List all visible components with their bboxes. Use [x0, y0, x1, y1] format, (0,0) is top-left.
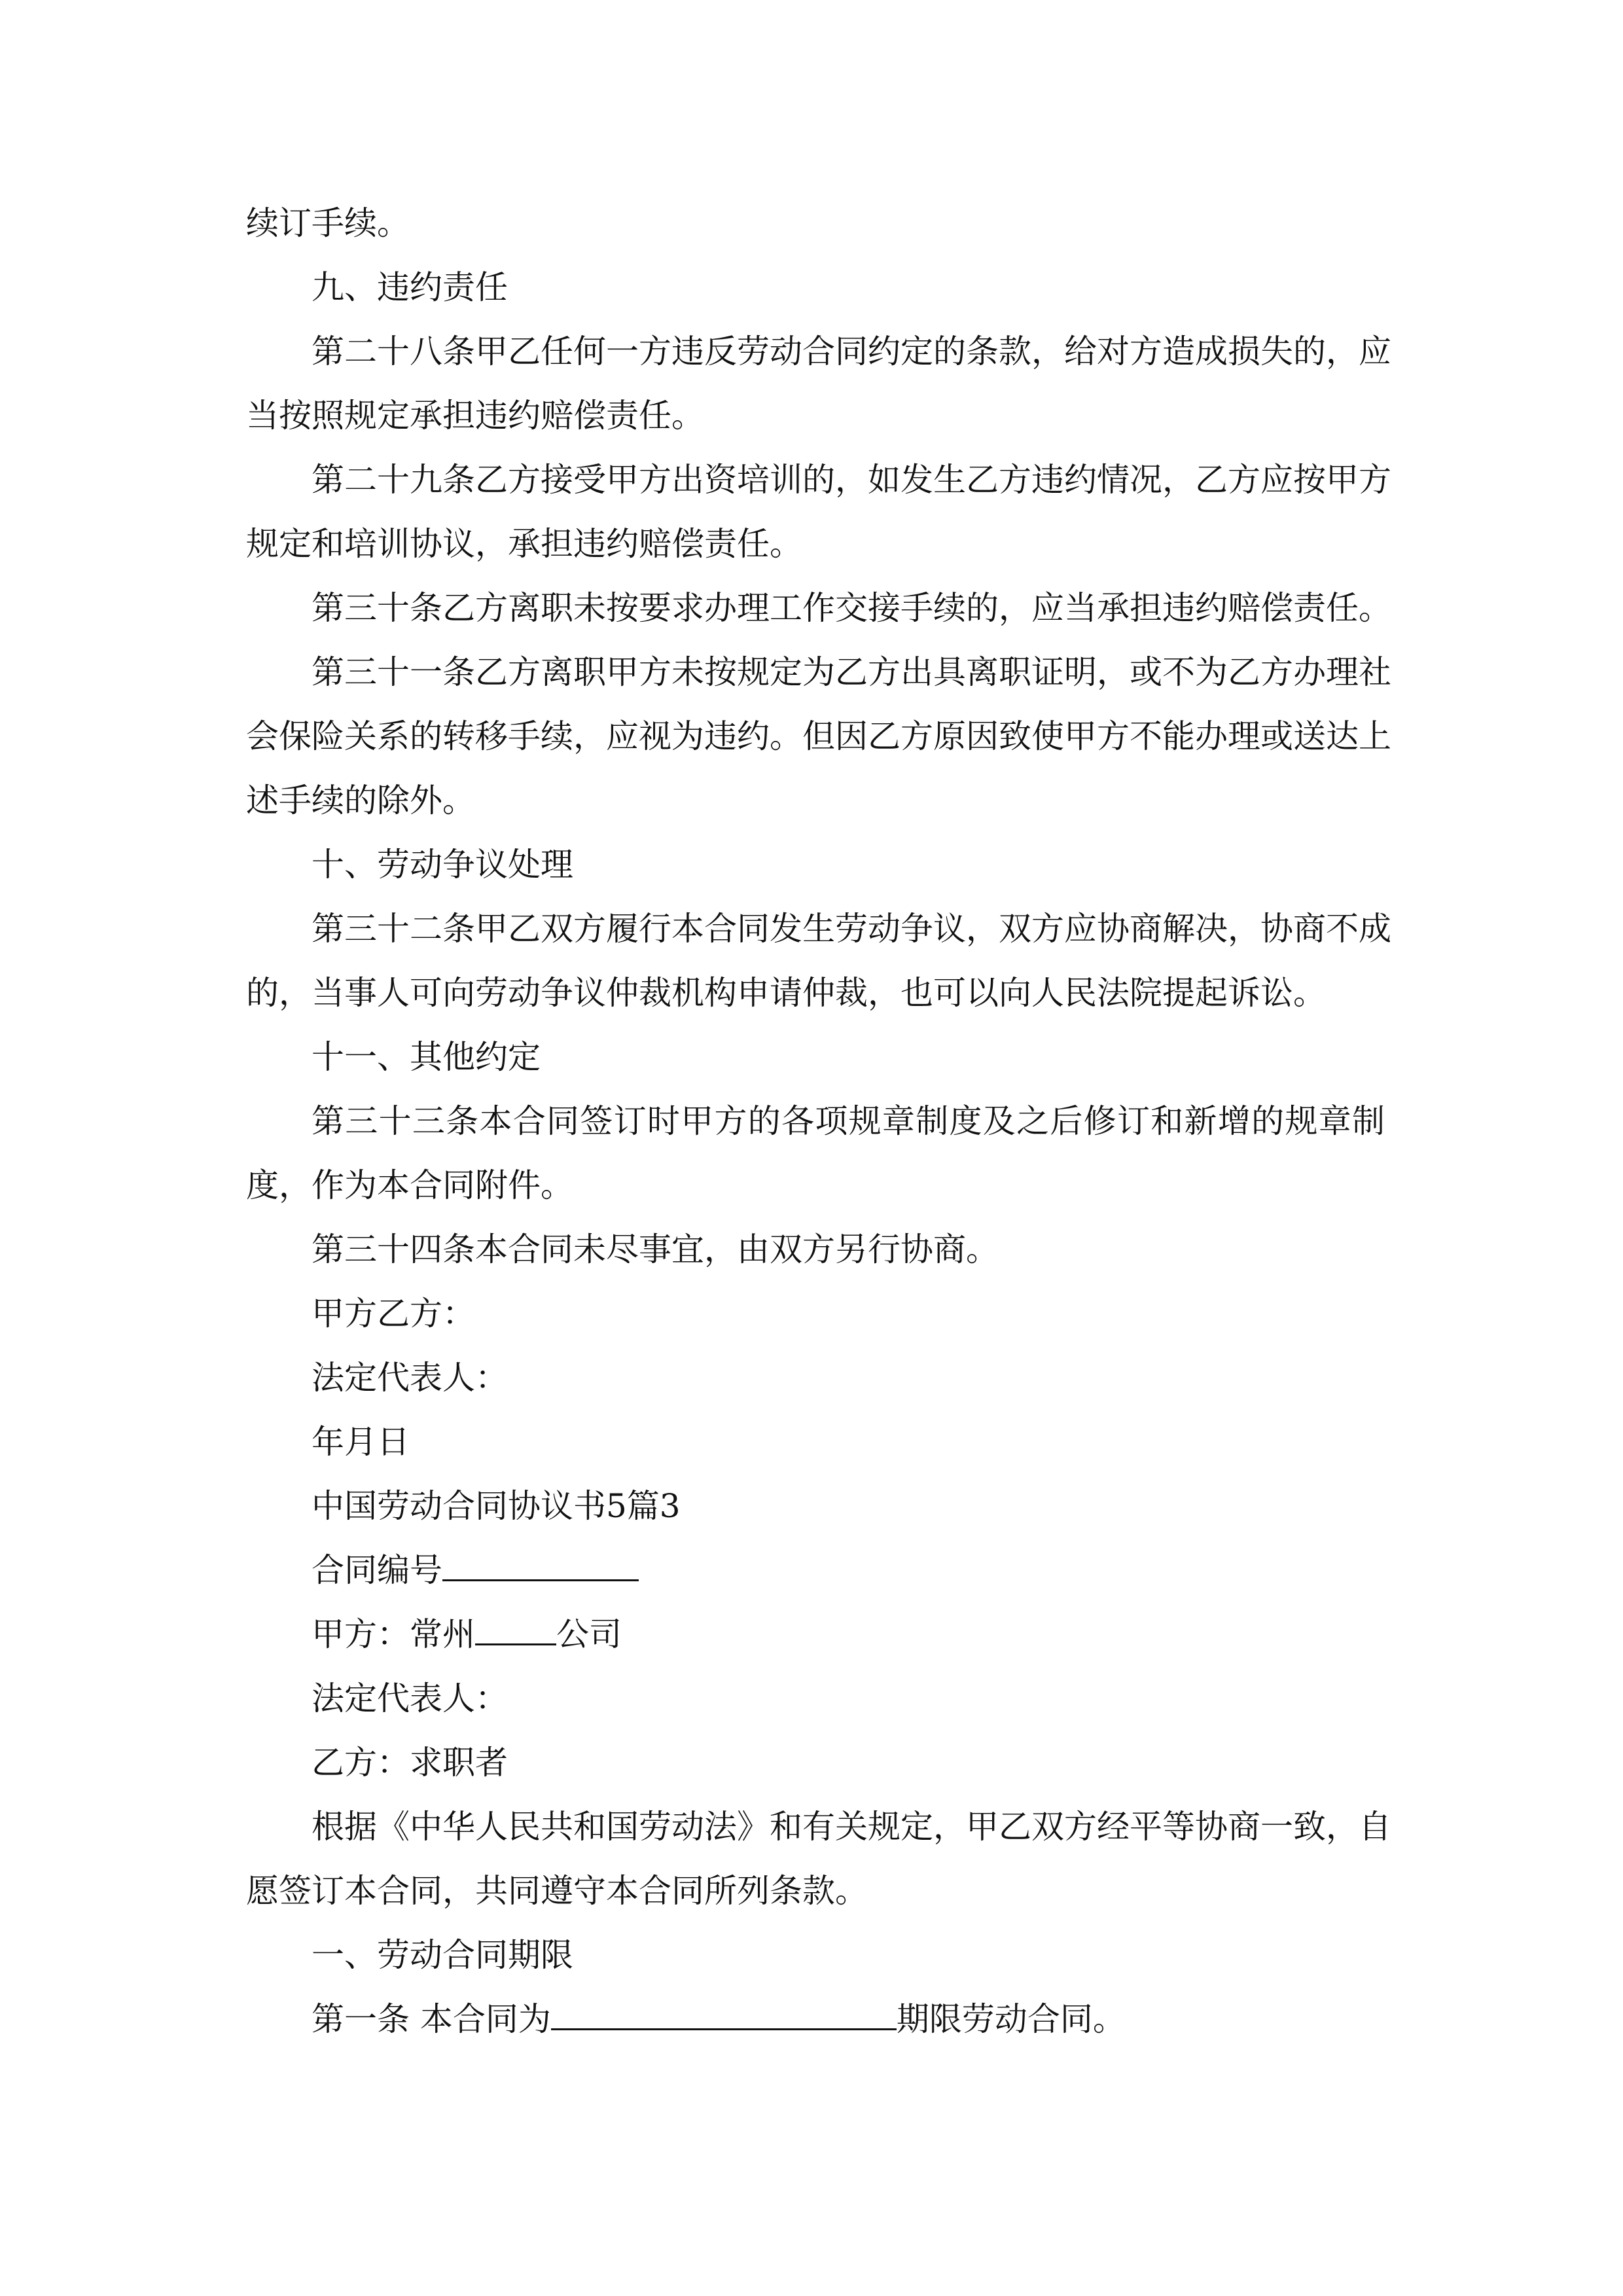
contract-term-blank: [551, 1990, 897, 2030]
signature-party-line: 甲方乙方：: [312, 1295, 475, 1333]
section-heading: 一、劳动合同期限: [312, 1936, 573, 1974]
party-b-line: 乙方：求职者: [312, 1744, 508, 1782]
legal-representative-line: 法定代表人：: [312, 1359, 508, 1397]
paragraph-line: 度，作为本合同附件。: [246, 1166, 573, 1204]
section-heading: 九、违约责任: [312, 268, 508, 306]
legal-representative-line: 法定代表人：: [312, 1679, 508, 1717]
basis-paragraph-line: 愿签订本合同，共同遵守本合同所列条款。: [246, 1872, 868, 1910]
paragraph-line: 第二十九条乙方接受甲方出资培训的，如发生乙方违约情况，乙方应按甲方: [312, 461, 1391, 499]
paragraph-line: 第三十四条本合同未尽事宜，由双方另行协商。: [312, 1230, 999, 1268]
party-a-line: [246, 1602, 1385, 1666]
contract-number-blank: [442, 1541, 639, 1581]
contract-number-line: [246, 1538, 1385, 1602]
paragraph-line: 规定和培训协议，承担违约赔偿责任。: [246, 525, 802, 563]
section-heading: 十、劳动争议处理: [312, 846, 573, 884]
article-one-prefix: 第一条 本合同为: [312, 2000, 551, 2038]
paragraph-line: 第二十八条甲乙任何一方违反劳动合同约定的条款，给对方造成损失的，应: [312, 332, 1391, 370]
article-one-suffix: 期限劳动合同。: [896, 2000, 1126, 2038]
paragraph-line: 第三十一条乙方离职甲方未按规定为乙方出具离职证明，或不为乙方办理社: [312, 653, 1391, 691]
paragraph-line: 第三十三条本合同签订时甲方的各项规章制度及之后修订和新增的规章制: [312, 1102, 1385, 1140]
document-body: [246, 191, 1391, 2051]
basis-paragraph-line: 根据《中华人民共和国劳动法》和有关规定，甲乙双方经平等协商一致，自: [312, 1808, 1391, 1846]
paragraph-line: 会保险关系的转移手续，应视为违约。但因乙方原因致使甲方不能办理或送达上: [246, 717, 1391, 755]
party-a-suffix: 公司: [556, 1615, 622, 1653]
document-section-title: 中国劳动合同协议书5篇3: [312, 1487, 681, 1525]
contract-number-label: 合同编号: [312, 1551, 442, 1589]
paragraph-line: 第三十条乙方离职未按要求办理工作交接手续的，应当承担违约赔偿责任。: [312, 589, 1391, 627]
paragraph-line: 述手续的除外。: [246, 781, 475, 819]
article-one-line: [246, 1987, 1385, 2051]
party-a-prefix: 甲方：常州: [312, 1615, 475, 1653]
paragraph-line: 当按照规定承担违约赔偿责任。: [246, 397, 704, 435]
paragraph-line: 第三十二条甲乙双方履行本合同发生劳动争议，双方应协商解决，协商不成: [312, 910, 1391, 948]
company-name-blank: [475, 1605, 556, 1645]
section-heading: 十一、其他约定: [312, 1038, 541, 1076]
date-line: 年月日: [312, 1423, 410, 1461]
paragraph-line: 续订手续。: [246, 204, 410, 242]
paragraph-line: 的，当事人可向劳动争议仲裁机构申请仲裁，也可以向人民法院提起诉讼。: [246, 974, 1326, 1012]
